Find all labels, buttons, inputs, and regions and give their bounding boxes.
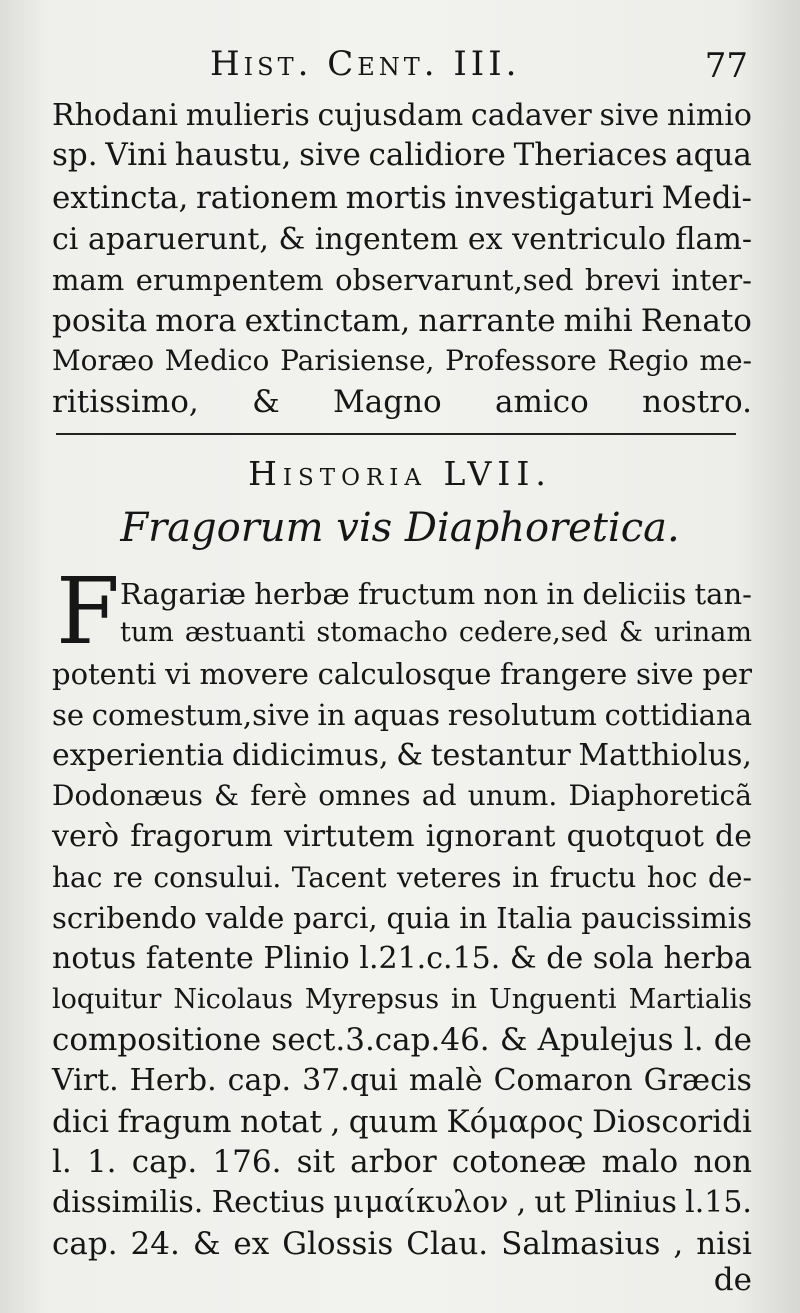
section-title: Historia LVII. bbox=[248, 454, 552, 493]
page-number: 77 bbox=[704, 46, 748, 86]
text-line: compositione sect.3.cap.46. & Apulejus l. de bbox=[52, 1022, 752, 1058]
text-line: Rhodani mulieris cujusdam cadaver sive nimio bbox=[52, 98, 752, 133]
text-line: ritissimo, & Magno amico nostro. bbox=[52, 384, 752, 420]
text-line: Ragariæ herbæ fructum non in deliciis tan- bbox=[120, 577, 752, 611]
text-line: cap. 24. & ex Glossis Clau. Salmasius , nisi bbox=[52, 1226, 752, 1262]
text-line: Dodonæus & ferè omnes ad unum. Diaphoreticã bbox=[52, 779, 752, 812]
text-line: loquitur Nicolaus Myrepsus in Unguenti Martialis bbox=[52, 984, 752, 1015]
text-line: verò fragorum virtutem ignorant quotquot de bbox=[52, 819, 752, 854]
text-line: mam erumpentem observarunt,sed brevi inter- bbox=[52, 263, 752, 297]
text-line: ci aparuerunt, & ingentem ex ventriculo flam- bbox=[52, 222, 752, 257]
text-line: dissimilis. Rectius μιμαίκυλον , ut Plinius l.15. bbox=[52, 1185, 752, 1220]
section-divider bbox=[56, 433, 736, 435]
page-header bbox=[60, 44, 748, 94]
drop-capital: F bbox=[56, 558, 120, 665]
text-line: l. 1. cap. 176. sit arbor cotoneæ malo non bbox=[52, 1144, 752, 1180]
text-line: experientia didicimus, & testantur Matthiolus, bbox=[52, 738, 752, 773]
text-line: notus fatente Plinio l.21.c.15. & de sola herba bbox=[52, 941, 752, 976]
text-line: posita mora extinctam, narrante mihi Renato bbox=[52, 303, 752, 339]
text-line: Virt. Herb. cap. 37.qui malè Comaron Græcis bbox=[52, 1063, 752, 1098]
catchword: de bbox=[713, 1262, 752, 1298]
text-line: scribendo valde parci, quia in Italia paucissimis bbox=[52, 901, 752, 935]
text-line: potenti vi movere calculosque frangere sive per bbox=[52, 657, 752, 691]
text-line: se comestum,sive in aquas resolutum cottidiana bbox=[52, 698, 752, 732]
text-line: extincta, rationem mortis investigaturi Medi- bbox=[52, 180, 752, 216]
text-line: Moræo Medico Parisiense, Professore Regio me- bbox=[52, 344, 752, 377]
text-line: tum æstuanti stomacho cedere,sed & urinam bbox=[120, 617, 752, 648]
text-line: hac re consului. Tacent veteres in fructu hoc de- bbox=[52, 861, 752, 894]
text-line: sp. Vini haustu, sive calidiore Theriaces aqua bbox=[52, 137, 752, 173]
running-title: Hist. Cent. III. bbox=[210, 44, 521, 84]
text-line: dici fragum notat , quum Κόμαρος Dioscoridi bbox=[52, 1104, 752, 1140]
section-subtitle: Fragorum vis Diaphoretica. bbox=[120, 505, 680, 551]
